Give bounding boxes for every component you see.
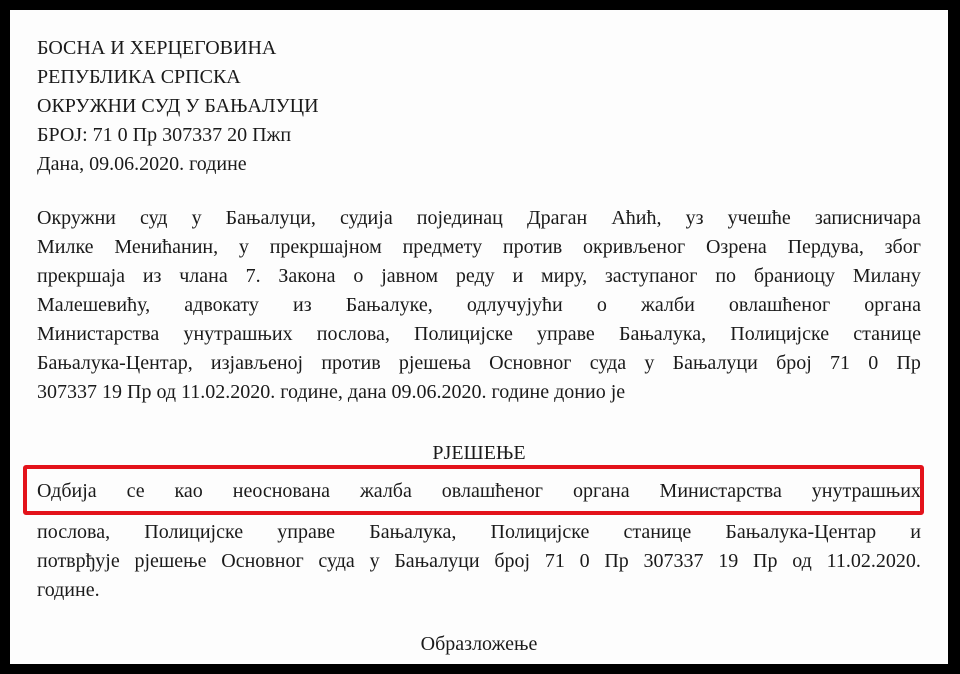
intro-line-7: 307337 19 Пр од 11.02.2020. године, дана 09.06.2020. године донио је [37,381,626,403]
intro-line-6: Бањалука-Центар, изјављеној против рјешења Основног суда у Бањалуци број 71 0 Пр [37,352,921,374]
decision-line-1: Одбија се као неоснована жалба овлашћеног органа Министарства унутрашњих [37,480,921,502]
header-court: ОКРУЖНИ СУД У БАЊАЛУЦИ [37,95,319,117]
red-highlight-box [23,465,924,515]
intro-line-5: Министарства унутрашњих послова, Полицијске управе Бањалука, Полицијске станице [37,323,921,345]
document-page [10,10,948,664]
intro-line-1: Окружни суд у Бањалуци, судија појединац Драган Аћић, уз учешће записничара [37,207,921,229]
decision-line-4: године. [37,579,100,601]
decision-line-3: потврђује рјешење Основног суда у Бањалуци број 71 0 Пр 307337 19 Пр од 11.02.2020. [37,550,921,572]
decision-title: РЈЕШЕЊЕ [432,442,526,464]
header-republic: РЕПУБЛИКА СРПСКА [37,66,241,88]
reasoning-title: Образложење [420,633,538,655]
header-date: Дана, 09.06.2020. године [37,153,247,175]
decision-line-2: послова, Полицијске управе Бањалука, Полицијске станице Бањалука-Центар и [37,521,921,543]
intro-line-3: прекршаја из члана 7. Закона о јавном реду и миру, заступаног по браниоцу Милану [37,265,921,287]
intro-line-4: Малешевићу, адвокату из Бањалуке, одлучујући о жалби овлашћеног органа [37,294,921,316]
header-country: БОСНА И ХЕРЦЕГОВИНА [37,37,277,59]
intro-line-2: Милке Менићанин, у прекршајном предмету против окривљеног Озрена Пердува, због [37,236,921,258]
header-case-number: БРОЈ: 71 0 Пр 307337 20 Пжп [37,124,292,146]
